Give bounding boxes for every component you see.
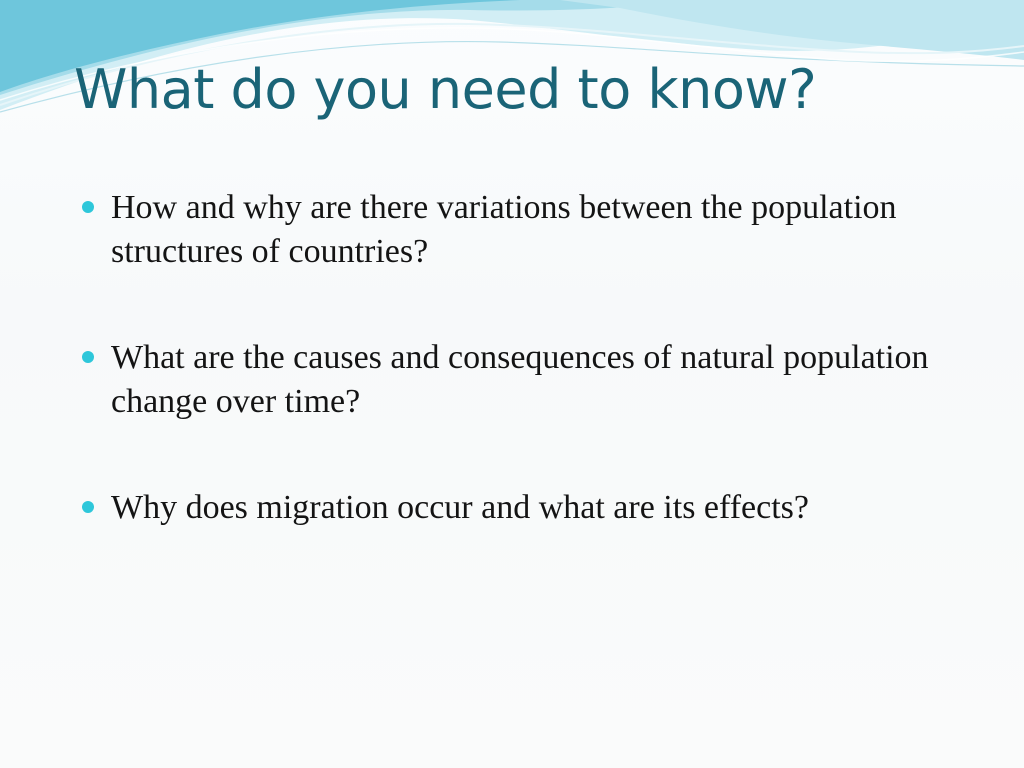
bullet-dot-icon — [82, 351, 94, 363]
list-item — [80, 486, 960, 530]
bullet-text: Why does migration occur and what are its effects? — [111, 489, 809, 526]
slide-title: What do you need to know? — [74, 58, 817, 121]
bullet-dot-icon — [82, 501, 94, 513]
bullet-dot-icon — [82, 201, 94, 213]
list-item — [80, 336, 960, 424]
list-item — [80, 186, 960, 274]
bullet-text: How and why are there variations between the population structures of countries? — [111, 189, 897, 270]
bullet-text: What are the causes and consequences of natural population change over time? — [111, 339, 929, 420]
bullet-list — [80, 186, 960, 592]
